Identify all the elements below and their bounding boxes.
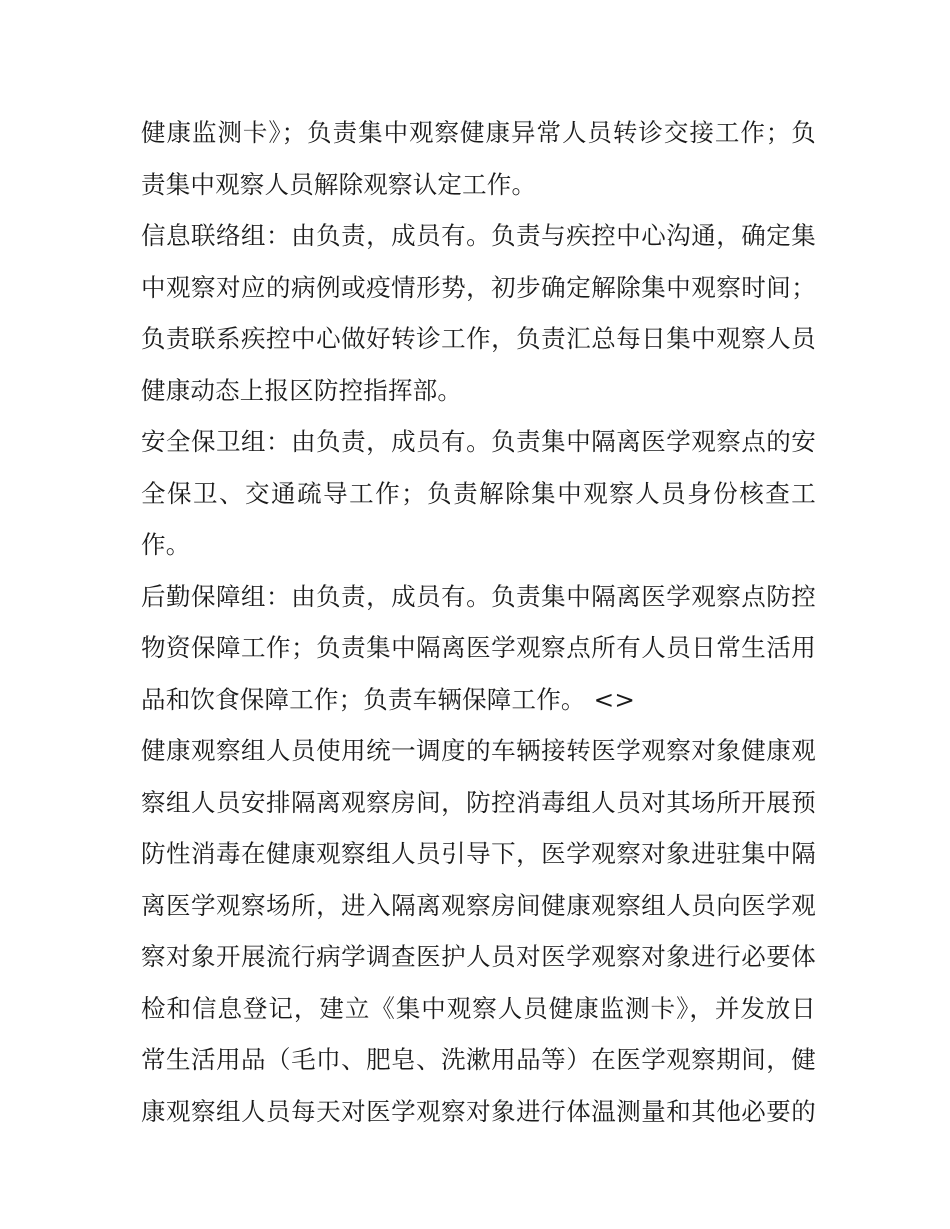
text-line: 防性消毒在健康观察组人员引导下，医学观察对象进驻集中隔 xyxy=(141,839,816,868)
text-line: 检和信息登记，建立《集中观察人员健康监测卡》，并发放日 xyxy=(141,993,816,1023)
text-line: 安全保卫组：由负责，成员有。负责集中隔离医学观察点的安 xyxy=(141,427,816,456)
text-line: 健康观察组人员使用统一调度的车辆接转医学观察对象健康观 xyxy=(141,736,816,765)
paragraph-health-monitor-tail xyxy=(141,107,816,210)
text-line: 后勤保障组：由负责，成员有。负责集中隔离医学观察点防控 xyxy=(141,581,816,611)
paragraph-security-group xyxy=(141,416,816,571)
text-line: 健康监测卡》；负责集中观察健康异常人员转诊交接工作；负 xyxy=(141,118,816,147)
text-line: 全保卫、交通疏导工作；负责解除集中观察人员身份核查工 xyxy=(141,478,816,508)
text-line: 负责联系疾控中心做好转诊工作，负责汇总每日集中观察人员 xyxy=(141,324,816,353)
text-line: 责集中观察人员解除观察认定工作。 xyxy=(141,169,537,199)
paragraph-logistics-group xyxy=(141,571,816,726)
text-line: 康观察组人员每天对医学观察对象进行体温测量和其他必要的 xyxy=(141,1096,816,1126)
text-line: 作。 xyxy=(141,530,191,559)
text-line: 中观察对应的病例或疫情形势，初步确定解除集中观察时间； xyxy=(141,272,816,302)
paragraph-health-observation-process xyxy=(141,725,816,1137)
document-body xyxy=(141,107,816,1137)
text-line: 察组人员安排隔离观察房间，防控消毒组人员对其场所开展预 xyxy=(141,787,816,817)
text-line: 离医学观察场所，进入隔离观察房间健康观察组人员向医学观 xyxy=(141,890,816,920)
paragraph-info-liaison-group xyxy=(141,210,816,416)
text-line: 健康动态上报区防控指挥部。 xyxy=(141,375,463,405)
text-line: 察对象开展流行病学调查医护人员对医学观察对象进行必要体 xyxy=(141,942,816,971)
text-line: 物资保障工作；负责集中隔离医学观察点所有人员日常生活用 xyxy=(141,633,816,662)
text-line: 常生活用品（毛巾、肥皂、洗漱用品等）在医学观察期间，健 xyxy=(141,1045,816,1074)
text-line: 信息联络组：由负责，成员有。负责与疾控中心沟通，确定集 xyxy=(141,221,816,250)
text-line: 品和饮食保障工作；负责车辆保障工作。 <> xyxy=(141,684,636,714)
